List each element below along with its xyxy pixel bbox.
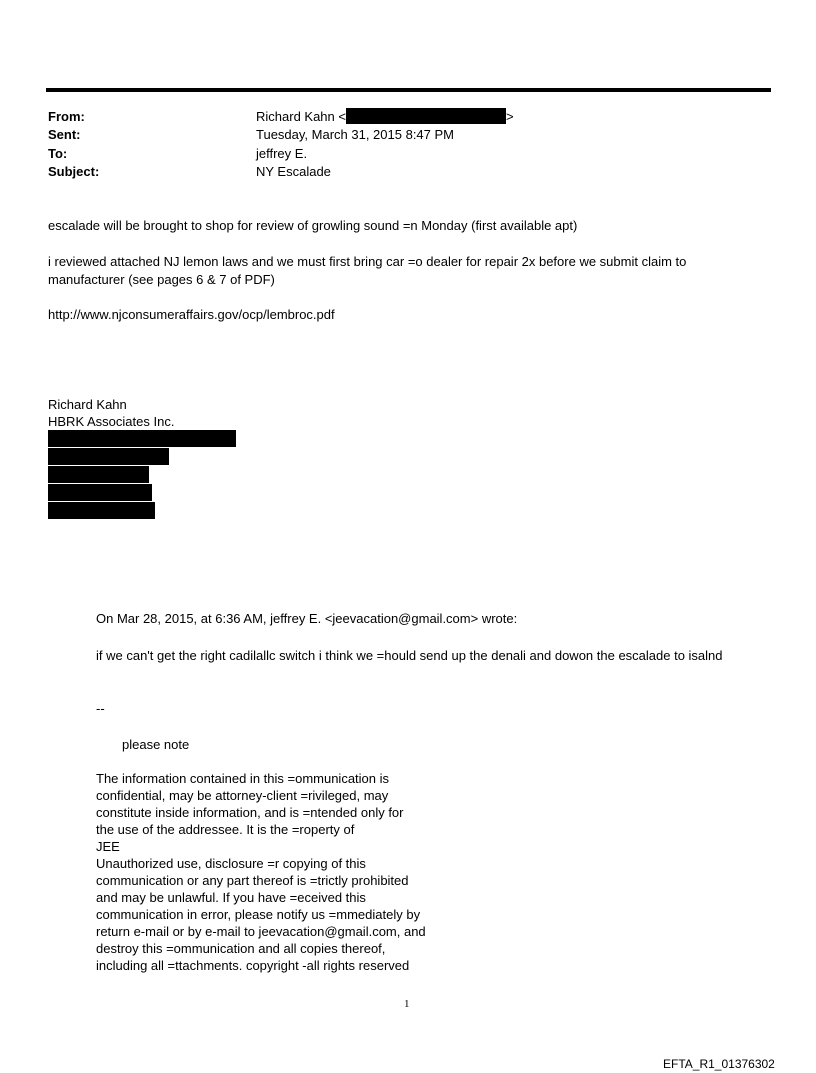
body-line-1: escalade will be brought to shop for review of growling sound =n Monday (first available apt): [48, 218, 578, 233]
disclaimer-line: Unauthorized use, disclosure =r copying of this: [96, 856, 366, 871]
redaction-bar: [48, 448, 169, 465]
disclaimer-line: The information contained in this =ommunication is: [96, 771, 390, 786]
disclaimer-line: confidential, may be attorney-client =rivileged, may: [96, 788, 389, 803]
document-id: EFTA_R1_01376302: [663, 1057, 775, 1071]
redaction-bar: [48, 430, 236, 447]
sent-value: Tuesday, March 31, 2015 8:47 PM: [256, 127, 454, 142]
redaction-bar: [346, 108, 506, 124]
signature-company: HBRK Associates Inc.: [48, 414, 175, 429]
from-name: Richard Kahn <: [256, 109, 346, 124]
disclaimer-line: communication in error, please notify us =mmediately by: [96, 907, 421, 922]
signature-name: Richard Kahn: [48, 397, 127, 412]
from-label: From:: [48, 109, 85, 124]
note-heading: please note: [122, 737, 190, 752]
from-bracket: >: [505, 109, 514, 124]
body-line-2b: manufacturer (see pages 6 & 7 of PDF): [48, 272, 275, 287]
disclaimer-line: and may be unlawful. If you have =eceived this: [96, 890, 366, 905]
to-label: To:: [48, 146, 68, 161]
quoted-message: if we can't get the right cadilallc switch i think we =hould send up the denali and dowon the escalade to isalnd: [96, 648, 723, 663]
body-line-2a: i reviewed attached NJ lemon laws and we must first bring car =o dealer for repair 2x before we submit claim to: [48, 254, 687, 269]
page-number: 1: [404, 998, 410, 1010]
header-rule: [46, 88, 771, 92]
disclaimer-line: communication or any part thereof is =trictly prohibited: [96, 873, 409, 888]
disclaimer-line: destroy this =ommunication and all copies thereof,: [96, 941, 386, 956]
disclaimer-block: [96, 770, 456, 974]
signature-separator: --: [96, 701, 105, 716]
disclaimer-line: including all =ttachments. copyright -all rights reserved: [96, 958, 410, 973]
disclaimer-line: return e-mail or by e-mail to jeevacation@gmail.com, and: [96, 924, 426, 939]
to-value: jeffrey E.: [256, 146, 308, 161]
subject-value: NY Escalade: [256, 164, 331, 179]
from-value: [256, 108, 514, 125]
pdf-link[interactable]: http://www.njconsumeraffairs.gov/ocp/lembroc.pdf: [48, 307, 335, 322]
sent-label: Sent:: [48, 127, 81, 142]
disclaimer-line: JEE: [96, 839, 120, 854]
disclaimer-line: the use of the addressee. It is the =roperty of: [96, 822, 355, 837]
subject-label: Subject:: [48, 164, 100, 179]
redaction-bar: [48, 502, 155, 519]
redaction-bar: [48, 484, 152, 501]
quoted-intro: On Mar 28, 2015, at 6:36 AM, jeffrey E. <jeevacation@gmail.com> wrote:: [96, 611, 518, 626]
disclaimer-line: constitute inside information, and is =ntended only for: [96, 805, 404, 820]
redaction-bar: [48, 466, 149, 483]
